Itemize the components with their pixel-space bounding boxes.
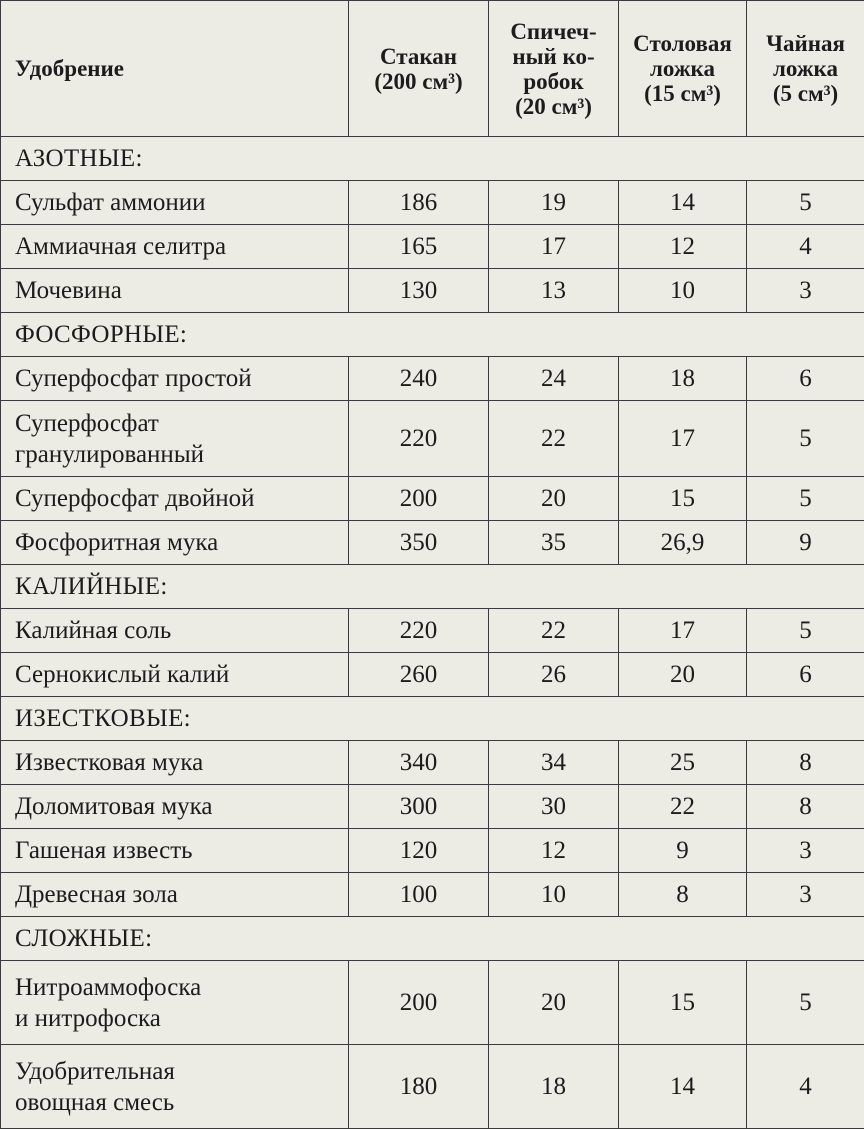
fertilizer-name: Удобрительная xyxy=(15,1058,175,1085)
matchbox-value: 35 xyxy=(489,521,619,565)
header-matchbox-line3: робок xyxy=(523,69,583,94)
glass-value: 120 xyxy=(349,829,489,873)
matchbox-value: 18 xyxy=(489,1045,619,1129)
fertilizer-name-cell xyxy=(1,609,349,653)
fertilizer-name-cell xyxy=(1,1045,349,1129)
tablespoon-value: 18 xyxy=(619,357,747,401)
tablespoon-value: 15 xyxy=(619,961,747,1045)
teaspoon-value: 3 xyxy=(747,829,864,873)
matchbox-value: 34 xyxy=(489,741,619,785)
glass-value: 180 xyxy=(349,1045,489,1129)
header-matchbox xyxy=(489,1,619,137)
fertilizer-name: Калийная соль xyxy=(15,617,171,644)
fertilizer-name-cell xyxy=(1,357,349,401)
table-body xyxy=(1,137,864,1129)
group-title: ИЗЕСТКОВЫЕ: xyxy=(1,697,864,741)
tablespoon-value: 9 xyxy=(619,829,747,873)
fertilizer-name-cell xyxy=(1,181,349,225)
glass-value: 340 xyxy=(349,741,489,785)
header-glass-line2: (200 см³) xyxy=(374,69,462,94)
tablespoon-value: 17 xyxy=(619,401,747,477)
header-teaspoon xyxy=(747,1,864,137)
table-row xyxy=(1,521,864,565)
header-glass xyxy=(349,1,489,137)
fertilizer-name-cell xyxy=(1,873,349,917)
glass-value: 200 xyxy=(349,961,489,1045)
glass-value: 300 xyxy=(349,785,489,829)
table-row xyxy=(1,785,864,829)
glass-value: 350 xyxy=(349,521,489,565)
glass-value: 186 xyxy=(349,181,489,225)
fertilizer-name-cell xyxy=(1,653,349,697)
matchbox-value: 26 xyxy=(489,653,619,697)
fertilizer-name-cell xyxy=(1,961,349,1045)
matchbox-value: 20 xyxy=(489,961,619,1045)
fertilizer-name-line2: гранулированный xyxy=(15,441,204,468)
table-row xyxy=(1,741,864,785)
matchbox-value: 20 xyxy=(489,477,619,521)
teaspoon-value: 4 xyxy=(747,1045,864,1129)
teaspoon-value: 5 xyxy=(747,961,864,1045)
fertilizer-name: Древесная зола xyxy=(15,881,178,908)
tablespoon-value: 10 xyxy=(619,269,747,313)
fertilizer-name: Суперфосфат двойной xyxy=(15,485,255,512)
fertilizer-name: Известковая мука xyxy=(15,749,203,776)
group-title: КАЛИЙНЫЕ: xyxy=(1,565,864,609)
matchbox-value: 22 xyxy=(489,401,619,477)
header-glass-line1: Стакан xyxy=(380,44,457,69)
glass-value: 130 xyxy=(349,269,489,313)
fertilizer-name: Сульфат аммонии xyxy=(15,189,206,216)
header-matchbox-line1: Спичеч- xyxy=(510,19,596,44)
table-row xyxy=(1,609,864,653)
table-row xyxy=(1,477,864,521)
teaspoon-value: 9 xyxy=(747,521,864,565)
glass-value: 240 xyxy=(349,357,489,401)
fertilizer-name-cell xyxy=(1,521,349,565)
group-row xyxy=(1,313,864,357)
header-tablespoon xyxy=(619,1,747,137)
fertilizer-name: Суперфосфат xyxy=(15,410,159,437)
fertilizer-name: Гашеная известь xyxy=(15,837,193,864)
glass-value: 200 xyxy=(349,477,489,521)
table-row xyxy=(1,873,864,917)
matchbox-value: 30 xyxy=(489,785,619,829)
glass-value: 165 xyxy=(349,225,489,269)
group-row xyxy=(1,565,864,609)
fertilizer-name-cell xyxy=(1,401,349,477)
fertilizer-name-line2: овощная смесь xyxy=(15,1089,174,1116)
tablespoon-value: 12 xyxy=(619,225,747,269)
table-row xyxy=(1,269,864,313)
tablespoon-value: 17 xyxy=(619,609,747,653)
header-matchbox-line2: ный ко- xyxy=(512,44,594,69)
fertilizer-name-cell xyxy=(1,829,349,873)
header-tablespoon-line1: Столовая xyxy=(633,31,732,56)
header-tablespoon-line3: (15 см³) xyxy=(644,81,721,106)
group-row xyxy=(1,137,864,181)
glass-value: 260 xyxy=(349,653,489,697)
header-matchbox-line4: (20 см³) xyxy=(515,94,592,119)
header-teaspoon-line2: ложка xyxy=(773,56,838,81)
header-teaspoon-line3: (5 см³) xyxy=(773,81,838,106)
fertilizer-name-cell xyxy=(1,269,349,313)
teaspoon-value: 5 xyxy=(747,181,864,225)
teaspoon-value: 8 xyxy=(747,785,864,829)
teaspoon-value: 5 xyxy=(747,401,864,477)
tablespoon-value: 22 xyxy=(619,785,747,829)
teaspoon-value: 3 xyxy=(747,873,864,917)
glass-value: 100 xyxy=(349,873,489,917)
tablespoon-value: 14 xyxy=(619,1045,747,1129)
matchbox-value: 24 xyxy=(489,357,619,401)
teaspoon-value: 6 xyxy=(747,357,864,401)
tablespoon-value: 15 xyxy=(619,477,747,521)
tablespoon-value: 8 xyxy=(619,873,747,917)
teaspoon-value: 5 xyxy=(747,477,864,521)
fertilizer-name-line2: и нитрофоска xyxy=(15,1005,161,1032)
fertilizer-name: Мочевина xyxy=(15,277,122,304)
glass-value: 220 xyxy=(349,609,489,653)
tablespoon-value: 26,9 xyxy=(619,521,747,565)
group-title: СЛОЖНЫЕ: xyxy=(1,917,864,961)
fertilizer-name-cell xyxy=(1,741,349,785)
matchbox-value: 12 xyxy=(489,829,619,873)
group-title: АЗОТНЫЕ: xyxy=(1,137,864,181)
matchbox-value: 13 xyxy=(489,269,619,313)
table-row xyxy=(1,357,864,401)
table-row xyxy=(1,829,864,873)
header-fertilizer-label: Удобрение xyxy=(15,56,124,81)
fertilizer-name-cell xyxy=(1,225,349,269)
teaspoon-value: 8 xyxy=(747,741,864,785)
teaspoon-value: 6 xyxy=(747,653,864,697)
tablespoon-value: 20 xyxy=(619,653,747,697)
matchbox-value: 17 xyxy=(489,225,619,269)
matchbox-value: 10 xyxy=(489,873,619,917)
header-row xyxy=(1,1,864,137)
group-title: ФОСФОРНЫЕ: xyxy=(1,313,864,357)
group-row xyxy=(1,697,864,741)
fertilizer-name: Суперфосфат простой xyxy=(15,365,252,392)
table-row xyxy=(1,401,864,477)
fertilizer-name: Аммиачная селитра xyxy=(15,233,226,260)
teaspoon-value: 5 xyxy=(747,609,864,653)
header-teaspoon-line1: Чайная xyxy=(766,31,845,56)
fertilizer-name-cell xyxy=(1,477,349,521)
matchbox-value: 22 xyxy=(489,609,619,653)
fertilizer-name: Доломитовая мука xyxy=(15,793,213,820)
table-row xyxy=(1,225,864,269)
table-row xyxy=(1,1045,864,1129)
table-row xyxy=(1,181,864,225)
tablespoon-value: 14 xyxy=(619,181,747,225)
fertilizer-name: Сернокислый калий xyxy=(15,661,229,688)
matchbox-value: 19 xyxy=(489,181,619,225)
tablespoon-value: 25 xyxy=(619,741,747,785)
header-fertilizer xyxy=(1,1,349,137)
teaspoon-value: 3 xyxy=(747,269,864,313)
group-row xyxy=(1,917,864,961)
fertilizer-name: Фосфоритная мука xyxy=(15,529,218,556)
fertilizer-name: Нитроаммофоска xyxy=(15,974,201,1001)
glass-value: 220 xyxy=(349,401,489,477)
header-tablespoon-line2: ложка xyxy=(650,56,715,81)
table-row xyxy=(1,961,864,1045)
teaspoon-value: 4 xyxy=(747,225,864,269)
table-row xyxy=(1,653,864,697)
fertilizer-name-cell xyxy=(1,785,349,829)
